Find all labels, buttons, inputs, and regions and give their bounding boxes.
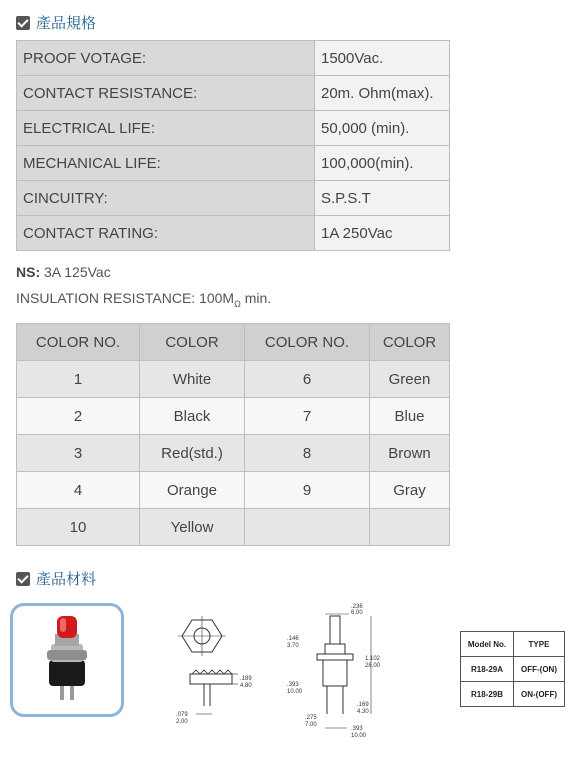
spec-label: ELECTRICAL LIFE: — [17, 111, 315, 146]
type-table — [460, 631, 565, 707]
dim-label: .146 — [287, 636, 299, 642]
column-header: COLOR NO. — [245, 324, 370, 361]
dim-label: .393 — [351, 726, 363, 732]
table-cell: Red(std.) — [140, 435, 245, 472]
table-row — [461, 682, 565, 707]
spec-table — [16, 40, 450, 251]
table-row — [17, 76, 450, 111]
table-cell: Black — [140, 398, 245, 435]
column-header: COLOR — [140, 324, 245, 361]
spec-value: 1A 250Vac — [315, 216, 450, 251]
table-row — [17, 41, 450, 76]
table-cell: 10 — [17, 509, 140, 546]
dim-label: 3.70 — [287, 643, 299, 649]
spec-value: 50,000 (min). — [315, 111, 450, 146]
material-section-title: 產品材料 — [36, 571, 97, 588]
dim-label: .275 — [305, 715, 317, 721]
column-header: TYPE — [514, 632, 565, 657]
table-cell: 7 — [245, 398, 370, 435]
table-cell: Orange — [140, 472, 245, 509]
column-header: Model No. — [461, 632, 514, 657]
insulation-prefix: INSULATION RESISTANCE: 100M — [16, 290, 235, 306]
material-section-header — [16, 568, 96, 589]
table-cell: 3 — [17, 435, 140, 472]
table-cell: 8 — [245, 435, 370, 472]
table-cell: 6 — [245, 361, 370, 398]
spec-label: CONTACT RATING: — [17, 216, 315, 251]
dim-label: 10.00 — [351, 733, 367, 739]
table-cell: 2 — [17, 398, 140, 435]
table-row — [17, 181, 450, 216]
table-cell: Brown — [370, 435, 450, 472]
table-row — [461, 657, 565, 682]
table-cell — [245, 509, 370, 546]
dim-label: .189 — [240, 676, 252, 682]
table-row — [17, 472, 450, 509]
ohm-symbol: Ω — [234, 299, 241, 309]
table-cell: R18-29B — [461, 682, 514, 707]
table-row — [17, 361, 450, 398]
dim-label: 10.00 — [287, 689, 303, 695]
table-cell: 9 — [245, 472, 370, 509]
checkbox-icon — [16, 16, 30, 30]
table-header-row — [461, 632, 565, 657]
table-cell: Gray — [370, 472, 450, 509]
dim-label: 1.102 — [365, 656, 381, 662]
dim-label: 7.00 — [305, 722, 317, 728]
product-photo[interactable] — [10, 603, 124, 717]
dim-label: .079 — [176, 712, 188, 718]
dim-label: .236 — [351, 604, 363, 610]
table-cell: ON-(OFF) — [514, 682, 565, 707]
ns-note — [16, 264, 111, 280]
table-row — [17, 216, 450, 251]
spec-label: PROOF VOTAGE: — [17, 41, 315, 76]
table-row — [17, 398, 450, 435]
spec-label: MECHANICAL LIFE: — [17, 146, 315, 181]
dim-label: 4.30 — [357, 709, 369, 715]
table-cell: R18-29A — [461, 657, 514, 682]
checkbox-icon — [16, 572, 30, 586]
table-cell: 4 — [17, 472, 140, 509]
push-button-switch-image — [13, 606, 121, 714]
table-header-row — [17, 324, 450, 361]
table-cell — [370, 509, 450, 546]
spec-section-header — [16, 12, 96, 33]
table-cell: White — [140, 361, 245, 398]
insulation-suffix: min. — [244, 290, 272, 306]
table-row — [17, 509, 450, 546]
spec-label: CINCUITRY: — [17, 181, 315, 216]
spec-value: 20m. Ohm(max). — [315, 76, 450, 111]
ns-label: NS: — [16, 264, 41, 280]
color-table — [16, 323, 450, 546]
table-row — [17, 111, 450, 146]
insulation-note — [16, 290, 271, 309]
ns-value: 3A 125Vac — [44, 264, 111, 280]
table-cell: Green — [370, 361, 450, 398]
dim-label: .393 — [287, 682, 299, 688]
table-row — [17, 435, 450, 472]
dim-label: 2.00 — [176, 719, 188, 725]
dim-label: .169 — [357, 702, 369, 708]
table-cell: OFF-(ON) — [514, 657, 565, 682]
column-header: COLOR — [370, 324, 450, 361]
dim-label: 28.00 — [365, 663, 381, 669]
table-cell: Yellow — [140, 509, 245, 546]
spec-label: CONTACT RESISTANCE: — [17, 76, 315, 111]
dim-label: 4.80 — [240, 683, 252, 689]
table-cell: 1 — [17, 361, 140, 398]
side-view-drawing — [285, 602, 397, 740]
spec-value: S.P.S.T — [315, 181, 450, 216]
dim-label: 6.00 — [351, 610, 363, 616]
spec-section-title: 產品規格 — [36, 15, 97, 32]
spec-value: 100,000(min). — [315, 146, 450, 181]
table-row — [17, 146, 450, 181]
front-view-drawing — [178, 610, 260, 728]
table-cell: Blue — [370, 398, 450, 435]
spec-value: 1500Vac. — [315, 41, 450, 76]
column-header: COLOR NO. — [17, 324, 140, 361]
